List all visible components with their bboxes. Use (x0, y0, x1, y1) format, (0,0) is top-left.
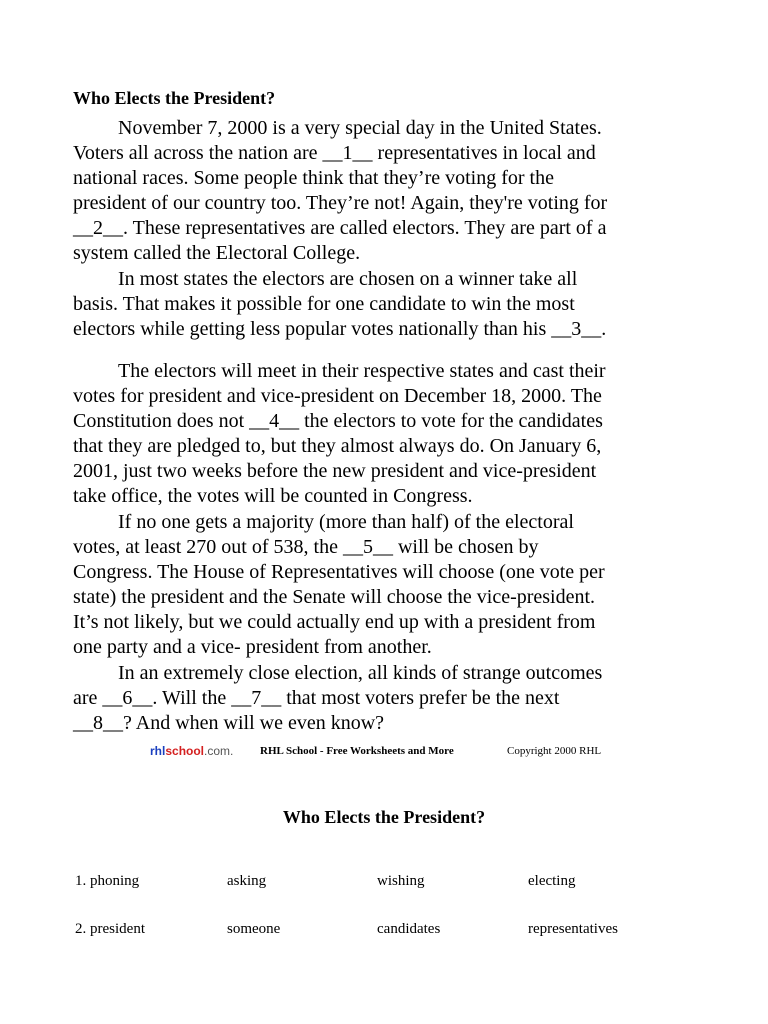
text-line: November 7, 2000 is a very special day in the United States. (118, 117, 602, 139)
text-line: Congress. The House of Representatives will choose (one vote per (73, 561, 605, 583)
text-line: system called the Electoral College. (73, 242, 361, 264)
text-line: president of our country too. They’re not! Again, they're voting for (73, 192, 608, 214)
site-name: RHL School - Free Worksheets and More (260, 745, 454, 757)
answer-option: 1. phoning (75, 873, 140, 889)
paragraph-4 (73, 510, 703, 660)
text-line: Voters all across the nation are __1__ representatives in local and (73, 142, 596, 164)
text-line: votes for president and vice-president on December 18, 2000. The (73, 385, 602, 407)
rhlschool-logo: rhlschool.com. (150, 744, 234, 758)
answer-row-2 (0, 919, 768, 939)
text-line: 2001, just two weeks before the new president and vice-president (73, 460, 597, 482)
answer-option: wishing (377, 873, 425, 889)
text-line: If no one gets a majority (more than half) of the electoral (118, 511, 574, 533)
paragraph-5 (73, 661, 703, 736)
paragraph-3 (73, 359, 703, 509)
answer-option: 2. president (75, 921, 145, 937)
text-line: state) the president and the Senate will choose the vice-president. (73, 586, 596, 608)
text-line: __2__. These representatives are called electors. They are part of a (73, 217, 607, 239)
text-line: that they are pledged to, but they almost always do. On January 6, (73, 435, 602, 457)
text-line: electors while getting less popular votes nationally than his __3__. (73, 318, 607, 340)
answer-option: electing (528, 873, 576, 889)
copyright-text: Copyright 2000 RHL (507, 745, 602, 757)
text-line: votes, at least 270 out of 538, the __5__ will be chosen by (73, 536, 539, 558)
answer-option: candidates (377, 921, 441, 937)
paragraph-1 (73, 116, 703, 266)
page-footer (150, 744, 602, 759)
text-line: Constitution does not __4__ the electors to vote for the candidates (73, 410, 603, 432)
answer-option: representatives (528, 921, 618, 937)
text-line: basis. That makes it possible for one candidate to win the most (73, 293, 575, 315)
questions-title: Who Elects the President? (282, 807, 486, 827)
text-line: national races. Some people think that they’re voting for the (73, 167, 554, 189)
text-line: __8__? And when will we even know? (73, 712, 385, 734)
answer-option: asking (227, 873, 267, 889)
text-line: one party and a vice- president from another. (73, 636, 432, 658)
paragraph-2 (73, 267, 703, 342)
answer-option: someone (227, 921, 281, 937)
text-line: are __6__. Will the __7__ that most voters prefer be the next (73, 687, 560, 709)
text-line: In an extremely close election, all kinds of strange outcomes (118, 662, 603, 684)
answer-row-1 (0, 871, 768, 891)
text-line: The electors will meet in their respective states and cast their (118, 360, 606, 382)
passage-title: Who Elects the President? (73, 88, 276, 108)
text-line: take office, the votes will be counted in Congress. (73, 485, 473, 507)
text-line: In most states the electors are chosen on a winner take all (118, 268, 578, 290)
text-line: It’s not likely, but we could actually end up with a president from (73, 611, 596, 633)
